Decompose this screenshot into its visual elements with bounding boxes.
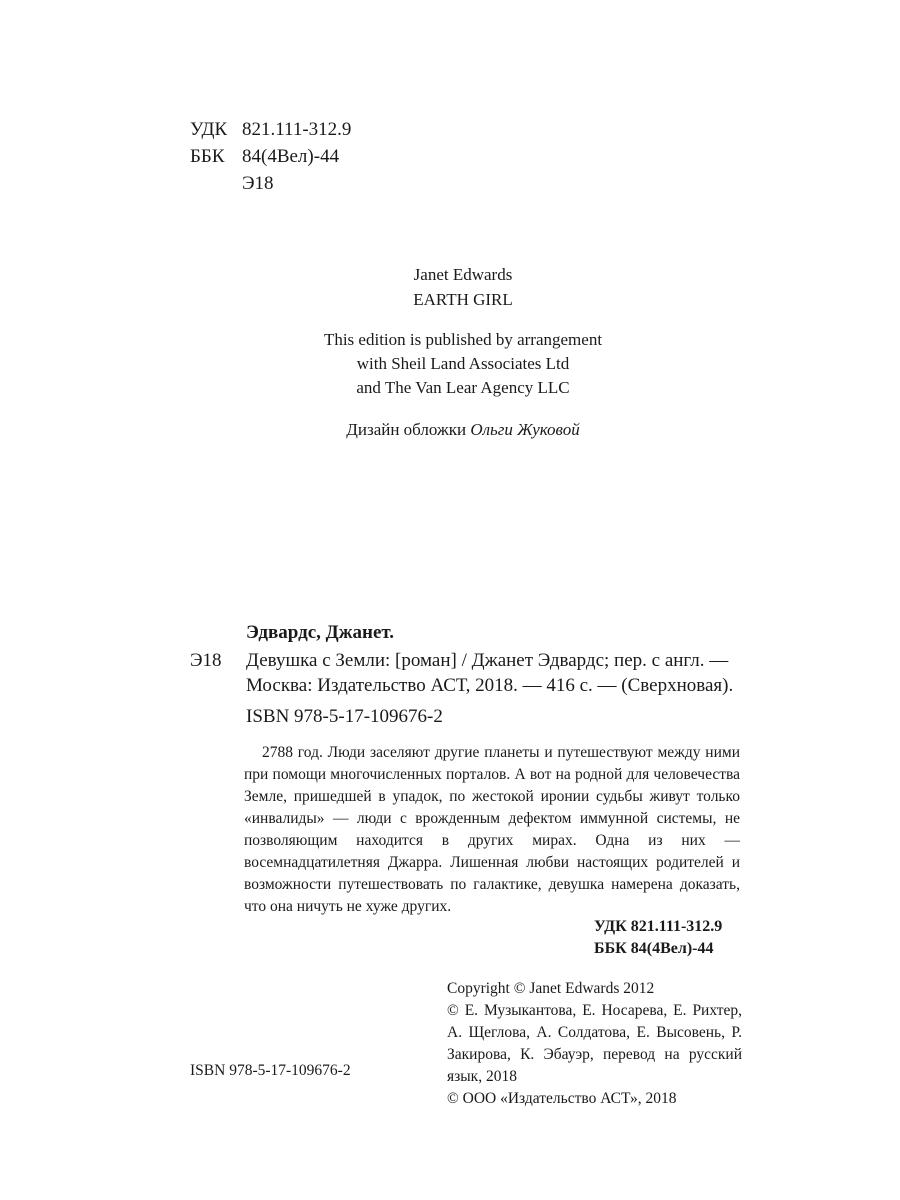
arrangement-line-2: with Sheil Land Associates Ltd	[356, 354, 570, 373]
bbk-bottom: ББК 84(4Вел)-44	[594, 940, 714, 957]
bib-author-mark: Э18	[190, 650, 222, 671]
original-author: Janet Edwards	[413, 265, 513, 284]
design-prefix: Дизайн обложки	[346, 420, 467, 439]
udk-bottom-block	[594, 916, 722, 960]
isbn-bottom: ISBN 978-5-17-109676-2	[190, 1062, 351, 1079]
bib-entry: Девушка с Земли: [роман] / Джанет Эдвардс; пер. с англ. — Москва: Издательство АСТ, 2018. — 416 с. — (Сверхновая).	[246, 650, 734, 696]
copyright-block	[447, 978, 742, 1110]
udk-value: 821.111-312.9	[242, 119, 352, 140]
designer-name: Ольги Жуковой	[470, 420, 580, 439]
arrangement-line-1: This edition is published by arrangement	[323, 330, 603, 349]
udk-label: УДК	[190, 119, 228, 140]
bib-isbn: ISBN 978-5-17-109676-2	[246, 706, 443, 727]
udk-bottom: УДК 821.111-312.9	[594, 918, 723, 935]
original-title: EARTH GIRL	[413, 290, 513, 309]
bib-heading: Эдвардс, Джанет.	[246, 622, 395, 643]
udk-row	[190, 116, 351, 143]
original-title-block	[0, 262, 900, 312]
copyright-original: Copyright © Janet Edwards 2012	[447, 980, 655, 997]
bibliographic-record	[190, 620, 750, 729]
bbk-value: 84(4Вел)-44	[242, 146, 340, 167]
cover-design-credit	[0, 418, 900, 442]
classification-block	[190, 116, 351, 197]
author-mark-row	[190, 170, 351, 197]
author-mark: Э18	[242, 173, 274, 194]
bbk-row	[190, 143, 351, 170]
copyright-publisher: © ООО «Издательство АСТ», 2018	[447, 1090, 677, 1107]
bib-entry-block	[190, 648, 750, 698]
arrangement-notice	[0, 328, 900, 400]
arrangement-line-3: and The Van Lear Agency LLC	[356, 378, 570, 397]
copyright-translation: © Е. Музыкантова, Е. Носарева, Е. Рихтер, А. Щеглова, А. Солдатова, Е. Высовень, Р. Закирова, К. Эбауэр, перевод на русский язык, 2018	[447, 1002, 742, 1085]
annotation: 2788 год. Люди заселяют другие планеты и путешествуют между ними при помощи многочисленных порталов. А вот на родной для человечества Земле, пришедшей в упадок, по жестокой иронии судьбы живут только «инвалиды» — люди с врожденным дефектом иммунной системы, не позволяющим находится в других мирах. Одна из них — восемнадцатилетняя Джарра. Лишенная любви настоящих родителей и возможности путешествовать по галактике, девушка намерена доказать, что она ничуть не хуже других.	[244, 744, 740, 915]
bbk-label: ББК	[190, 146, 225, 167]
